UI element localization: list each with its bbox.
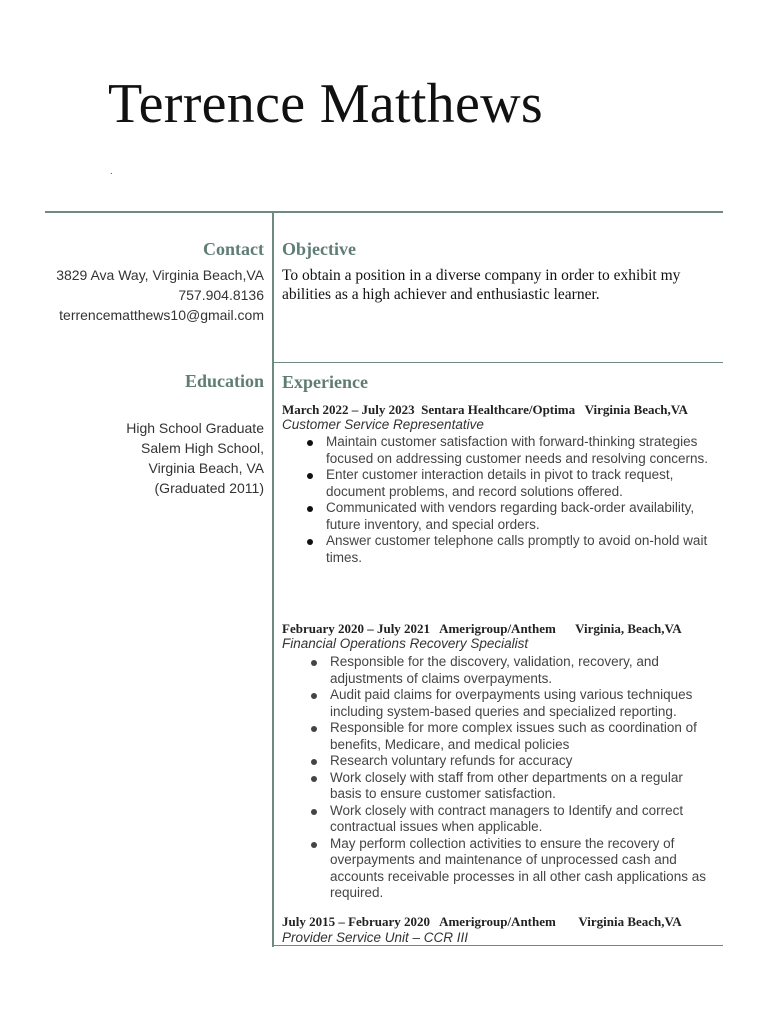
objective-text: To obtain a position in a diverse company in order to exhibit my abilities as a high achiever and enthusiastic learner. xyxy=(282,267,681,303)
job-header: March 2022 – July 2023 Sentara Healthcare/Optima Virginia Beach,VA xyxy=(282,402,688,417)
bottom-divider xyxy=(274,945,723,946)
contact-block xyxy=(24,265,264,325)
job-bullets xyxy=(326,434,716,566)
job-bullet: May perform collection activities to ensure the recovery of overpayments and maintenance of unprocessed cash and accounts receivable processes in all other cash applications as required. xyxy=(330,836,715,902)
objective-experience-divider xyxy=(274,362,723,363)
job-title: Provider Service Unit – CCR III xyxy=(282,930,469,945)
experience-heading: Experience xyxy=(282,372,368,392)
job-title: Financial Operations Recovery Specialist xyxy=(282,636,529,651)
name-subtitle-dot: . xyxy=(110,166,113,177)
education-block xyxy=(24,418,264,498)
job-bullet: Audit paid claims for overpayments using various techniques including system-based queries and specialized reporting. xyxy=(330,687,715,720)
resume-name: Terrence Matthews xyxy=(108,73,543,135)
job-bullet: Enter customer interaction details in pivot to track request, document problems, and record solutions offered. xyxy=(326,467,716,500)
job-bullet: Research voluntary refunds for accuracy xyxy=(330,753,715,770)
job-bullet: Work closely with staff from other departments on a regular basis to ensure customer satisfaction. xyxy=(330,770,715,803)
job-header: February 2020 – July 2021 Amerigroup/Anthem Virginia, Beach,VA xyxy=(282,621,682,636)
column-divider xyxy=(272,212,274,947)
job-bullet: Responsible for the discovery, validation, recovery, and adjustments of claims overpayments. xyxy=(330,654,715,687)
job-bullet: Answer customer telephone calls promptly to avoid on-hold wait times. xyxy=(326,533,716,566)
education-degree: High School Graduate xyxy=(126,420,264,436)
job-title: Customer Service Representative xyxy=(282,417,484,432)
education-heading: Education xyxy=(184,371,264,391)
job-header: July 2015 – February 2020 Amerigroup/Anthem Virginia Beach,VA xyxy=(282,914,682,929)
top-divider xyxy=(45,211,723,213)
job-bullets xyxy=(330,654,715,902)
job-bullet: Maintain customer satisfaction with forward-thinking strategies focused on addressing customer needs and resolving concerns. xyxy=(326,434,716,467)
job-bullet: Communicated with vendors regarding back-order availability, future inventory, and special orders. xyxy=(326,500,716,533)
objective-heading: Objective xyxy=(282,239,356,259)
education-school: Salem High School, xyxy=(141,440,264,456)
job-bullet: Responsible for more complex issues such as coordination of benefits, Medicare, and medical policies xyxy=(330,720,715,753)
contact-address: 3829 Ava Way, Virginia Beach,VA xyxy=(56,267,264,283)
job-bullet: Work closely with contract managers to Identify and correct contractual issues when applicable. xyxy=(330,803,715,836)
contact-phone: 757.904.8136 xyxy=(178,287,264,303)
contact-email: terrencematthews10@gmail.com xyxy=(59,307,264,323)
contact-heading: Contact xyxy=(203,239,264,259)
education-location: Virginia Beach, VA xyxy=(148,460,264,476)
education-graduated: (Graduated 2011) xyxy=(154,480,264,496)
